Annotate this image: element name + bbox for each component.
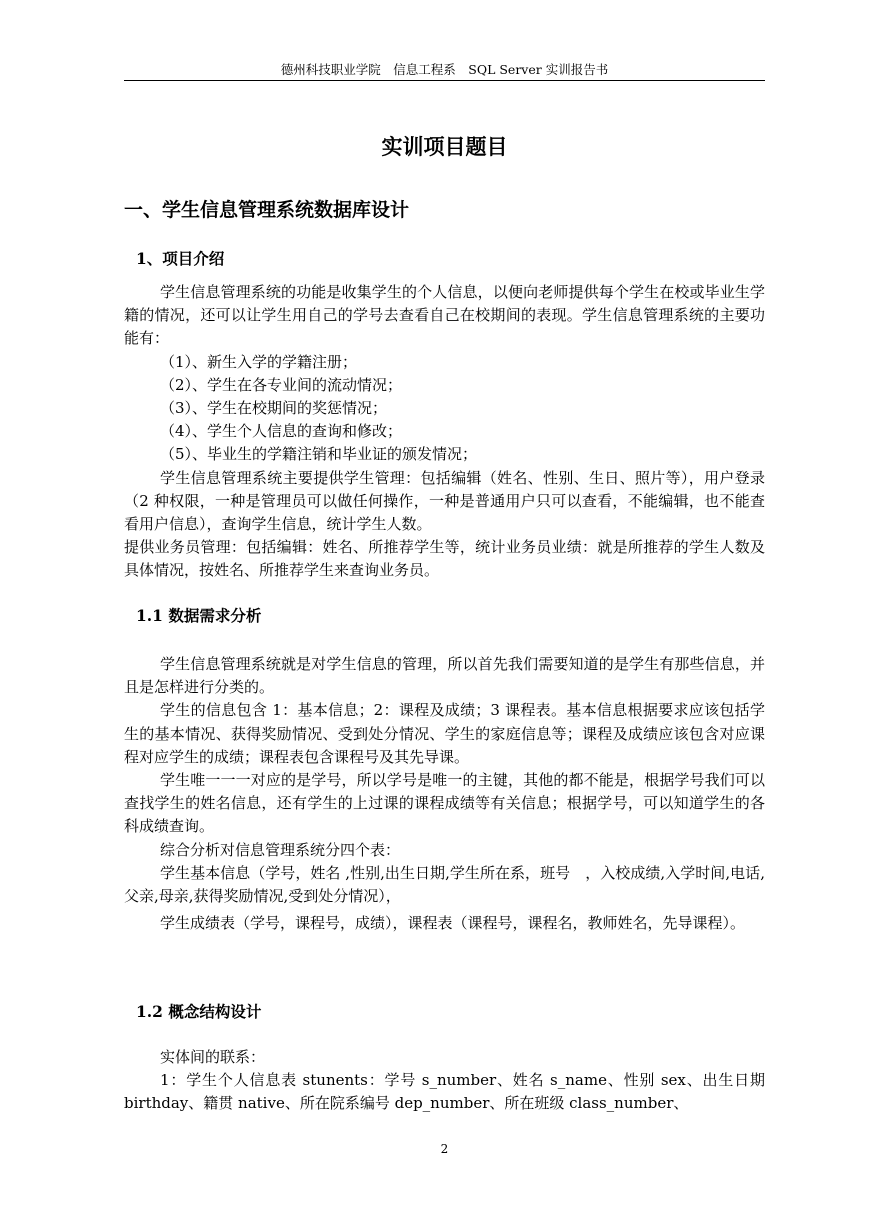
analysis-paragraphs [124, 653, 765, 938]
list-item: （3）、学生在校期间的奖惩情况； [160, 399, 388, 418]
subsection-heading-intro: 1、项目介绍 [136, 249, 225, 268]
list-item: （4）、学生个人信息的查询和修改； [160, 422, 403, 441]
analysis-paragraph: 综合分析对信息管理系统分四个表： [160, 840, 401, 859]
analysis-paragraph: 学生唯一一一对应的是学号，所以学号是唯一的主键，其他的都不能是，根据学号我们可以查找学生的姓名信息，还有学生的上过课的课程成绩等有关信息；根据学号，可以知道学生的各科成绩查询。 [124, 771, 765, 836]
page-header: 德州科技职业学院 信息工程系 SQL Server 实训报告书 [280, 62, 609, 77]
analysis-paragraph: 学生基本信息（学号，姓名 ,性别,出生日期,学生所在系，班号 ，入校成绩,入学时间,电话,父亲,母亲,获得奖励情况,受到处分情况）， [124, 863, 765, 906]
list-item: （2）、学生在各专业间的流动情况； [160, 375, 403, 394]
page-number: 2 [440, 1142, 449, 1156]
analysis-paragraph: 学生信息管理系统就是对学生信息的管理，所以首先我们需要知道的是学生有那些信息，并且是怎样进行分类的。 [124, 655, 765, 697]
analysis-paragraph: 学生成绩表（学号，课程号，成绩），课程表（课程号，课程名，教师姓名，先导课程）。 [160, 914, 746, 933]
page-title: 实训项目题目 [381, 134, 508, 159]
list-item: （5）、毕业生的学籍注销和毕业证的颁发情况； [160, 445, 478, 464]
intro-paragraphs [124, 281, 765, 583]
list-item: （1）、新生入学的学籍注册； [160, 352, 358, 371]
concept-paragraphs [124, 1046, 765, 1116]
subsection-heading-analysis: 1.1 数据需求分析 [136, 606, 262, 625]
subsection-heading-concept: 1.2 概念结构设计 [136, 1002, 262, 1021]
intro-paragraph: 提供业务员管理：包括编辑：姓名、所推荐学生等，统计业务员业绩：就是所推荐的学生人数及具体情况，按姓名、所推荐学生来查询业务员。 [124, 538, 765, 580]
intro-paragraph: 学生信息管理系统主要提供学生管理：包括编辑（姓名、性别、生日、照片等），用户登录（2 种权限，一种是管理员可以做任何操作，一种是普通用户只可以查看，不能编辑，也不能查看用户信息），查询学生信息，统计学生人数。 [124, 468, 765, 534]
section-heading: 一、学生信息管理系统数据库设计 [124, 199, 410, 221]
concept-paragraph: 1：学生个人信息表 stunents：学号 s_number、姓名 s_name、性别 sex、出生日期 birthday、籍贯 native、所在院系编号 dep_number、所在班级 class_number、 [124, 1071, 765, 1113]
concept-paragraph: 实体间的联系： [160, 1048, 266, 1066]
intro-paragraph: 学生信息管理系统的功能是收集学生的个人信息，以便向老师提供每个学生在校或毕业生学籍的情况，还可以让学生用自己的学号去查看自己在校期间的表现。学生信息管理系统的主要功能有： [124, 283, 765, 348]
analysis-paragraph: 学生的信息包含 1：基本信息；2：课程及成绩；3 课程表。基本信息根据要求应该包括学生的基本情况、获得奖励情况、受到处分情况、学生的家庭信息等；课程及成绩应该包含对应课程对应学生的成绩；课程表包含课程号及其先导课。 [124, 701, 765, 766]
header-rule [124, 80, 765, 81]
